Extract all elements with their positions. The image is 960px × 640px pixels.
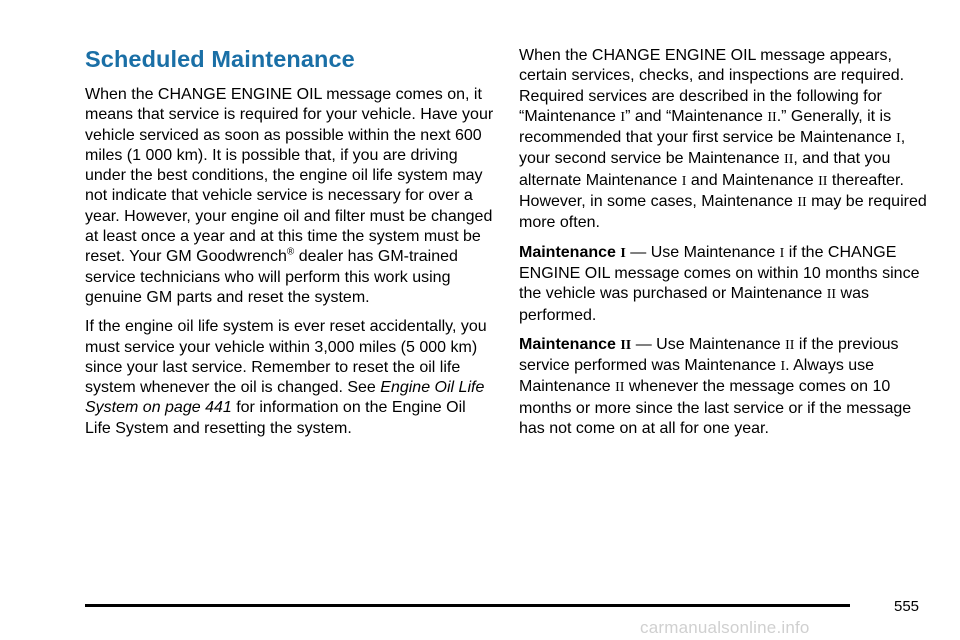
- cross-reference-link[interactable]: Engine Oil Life System on page 441: [85, 379, 485, 417]
- text: ” and “Maintenance: [625, 107, 768, 125]
- section-heading: Scheduled Maintenance: [85, 46, 355, 72]
- numeral: II: [620, 337, 632, 353]
- text: may be required more often.: [519, 193, 927, 232]
- term-label: Maintenance: [519, 243, 621, 261]
- text: dealer has GM-trained service technicians who will perform this work using genuine GM parts and reset the system.: [85, 248, 458, 306]
- numeral: II: [767, 109, 777, 125]
- text: . Always use Maintenance: [519, 357, 875, 396]
- term-label: Maintenance: [519, 335, 621, 353]
- text: When the CHANGE ENGINE OIL message appears, certain services, checks, and inspections are required. Required services are described in the following for “Maintenance: [519, 47, 905, 125]
- footer-rule: [85, 604, 850, 607]
- text: .” Generally, it is recommended that your first service be Maintenance: [519, 107, 897, 147]
- paragraph-reset-accidentally: [85, 317, 495, 439]
- page-number: 555: [894, 598, 920, 615]
- numeral: II: [615, 380, 625, 396]
- text: , your second service be Maintenance: [519, 129, 906, 168]
- text: if the previous service performed was Maintenance: [519, 335, 899, 375]
- text: and Maintenance: [686, 171, 819, 189]
- paragraph-required-services: [519, 46, 929, 234]
- registered-mark: ®: [286, 247, 295, 259]
- numeral: I: [779, 245, 785, 261]
- text: if the CHANGE ENGINE OIL message comes on within 10 months since the vehicle was purchased or Maintenance: [519, 243, 920, 303]
- paragraph-maintenance-one: [519, 243, 929, 326]
- text: whenever the message comes on 10 months or more since the last service or if the message has not come on at all for one year.: [519, 378, 912, 438]
- numeral: II: [826, 287, 837, 303]
- text: — Use Maintenance: [625, 243, 780, 261]
- numeral: II: [797, 195, 807, 211]
- text: If the engine oil life system is ever reset accidentally, you must service your vehicle within 3,000 miles (5 000 km) since your last service. Remember to reset the oil life system whenever the oil is changed. See: [85, 318, 487, 397]
- numeral: I: [620, 245, 626, 261]
- text: When the CHANGE ENGINE OIL message comes on, it means that service is required for your vehicle. Have your vehicle serviced as soon as possible within the next 600 miles (1 000 km). It is possible that, if you are driving under the best conditions, the engine oil life system may not indicate that vehicle service is necessary for over a year. However, your engine oil and filter must be changed at least once a year and at this time the system must be reset. Your GM Goodwrench: [85, 86, 494, 266]
- numeral: I: [896, 131, 901, 147]
- watermark: carmanualsonline.info: [640, 618, 810, 637]
- numeral: II: [784, 152, 794, 168]
- numeral: I: [780, 359, 786, 375]
- text: , and that you alternate Maintenance: [519, 150, 891, 189]
- text: for information on the Engine Oil Life System and resetting the system.: [85, 399, 466, 437]
- text: — Use Maintenance: [631, 335, 786, 353]
- text: was performed.: [519, 285, 869, 324]
- numeral: II: [785, 337, 795, 353]
- paragraph-change-oil-message: [85, 85, 495, 308]
- text: thereafter. However, in some cases, Maintenance: [519, 171, 904, 211]
- numeral: I: [620, 109, 626, 125]
- numeral: II: [818, 173, 828, 189]
- right-column: [519, 46, 929, 448]
- paragraph-maintenance-two: [519, 335, 929, 439]
- numeral: I: [681, 173, 687, 189]
- left-column: [85, 44, 495, 448]
